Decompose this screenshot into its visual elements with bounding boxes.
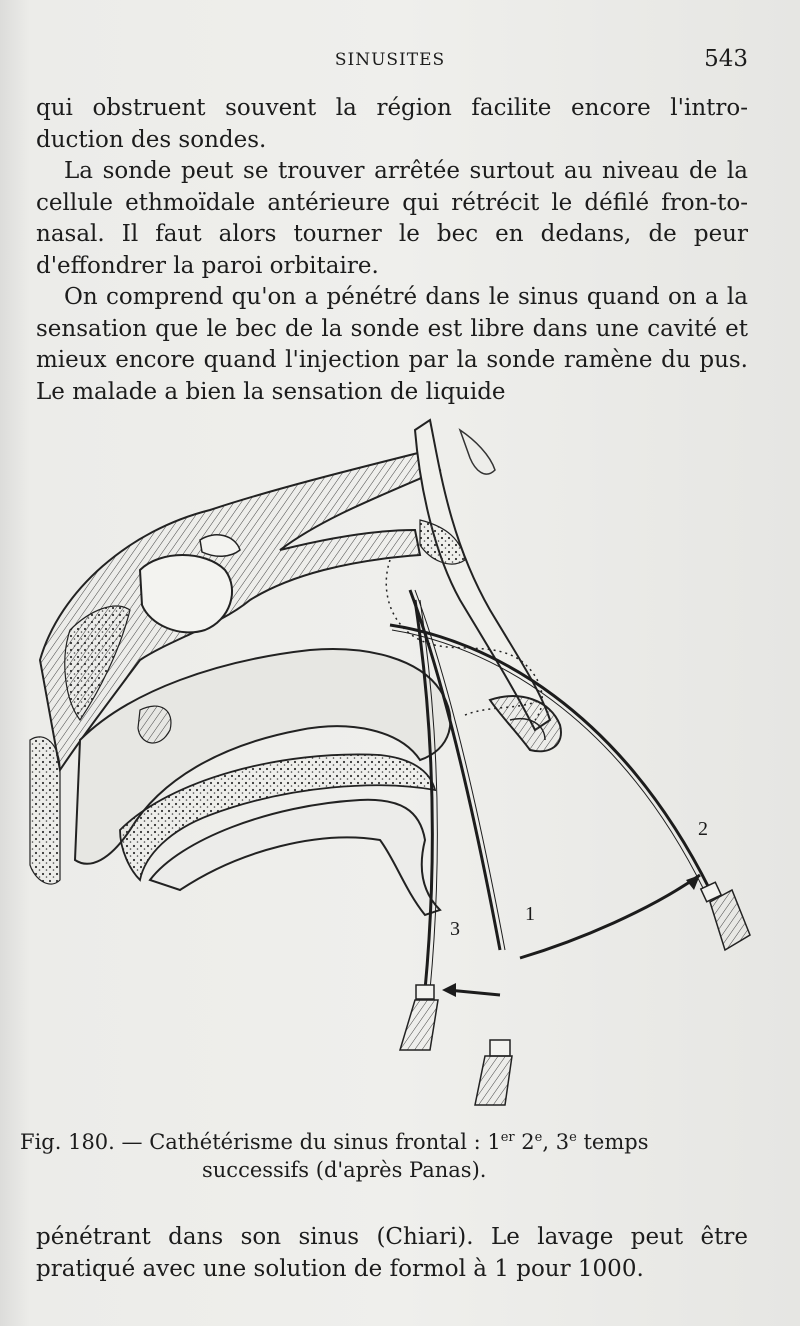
figure-180-illustration (20, 410, 780, 1115)
catheter-3 (415, 600, 432, 990)
caption-text-1: Cathétérisme du sinus frontal : 1 (149, 1130, 501, 1154)
caption-sup-3: e (569, 1130, 577, 1145)
body-text-top (36, 93, 748, 408)
caption-text-4: temps (576, 1130, 649, 1154)
arrow-to-2 (520, 875, 700, 958)
paragraph-comprend: On comprend qu'on a pénétré dans le sinus quand on a la sensation que le bec de la sonde est libre dans une cavité et mieux encore quand l'injection par la sonde ramène du pus. Le malade a bien la sensation de liquide (36, 284, 748, 405)
paragraph-sonde: La sonde peut se trouver arrêtée surtout au niveau de la cellule ethmoïdale antérieure qui rétrécit le défilé fron-to-nasal. Il faut alors tourner le bec en dedans, de peur d'effondrer la paroi orbitaire. (36, 158, 748, 279)
catheter-2 (390, 625, 710, 890)
label-1: 1 (525, 903, 535, 925)
caption-sup-1: er (500, 1130, 515, 1145)
figure-number: Fig. 180. (20, 1130, 115, 1154)
label-2: 2 (698, 818, 708, 840)
running-title: SINUSITES (334, 50, 446, 70)
frontal-sinus (140, 555, 232, 632)
catheter-1-handle (475, 1040, 512, 1105)
body-text-bottom (36, 1222, 748, 1285)
caption-line-2: successifs (d'après Panas). (202, 1158, 487, 1182)
caption-text-2: 2 (514, 1130, 535, 1154)
page-number: 543 (704, 46, 748, 72)
sinus-catheterism-engraving (20, 410, 780, 1115)
catheter-3-handle (400, 985, 438, 1050)
page-header (30, 44, 750, 78)
paragraph-continuation: qui obstruent souvent la région facilite encore l'intro-duction des sondes. (36, 95, 748, 153)
catheter-2-handle (701, 882, 750, 950)
caption-dash: — (121, 1130, 143, 1154)
figure-caption (20, 1124, 780, 1184)
paragraph-lavage: pénétrant dans son sinus (Chiari). Le lavage peut être pratiqué avec une solution de formol à 1 pour 1000. (36, 1224, 748, 1282)
caption-sup-2: e (534, 1130, 543, 1145)
label-3: 3 (450, 918, 460, 940)
caption-text-3: , 3 (542, 1130, 570, 1154)
